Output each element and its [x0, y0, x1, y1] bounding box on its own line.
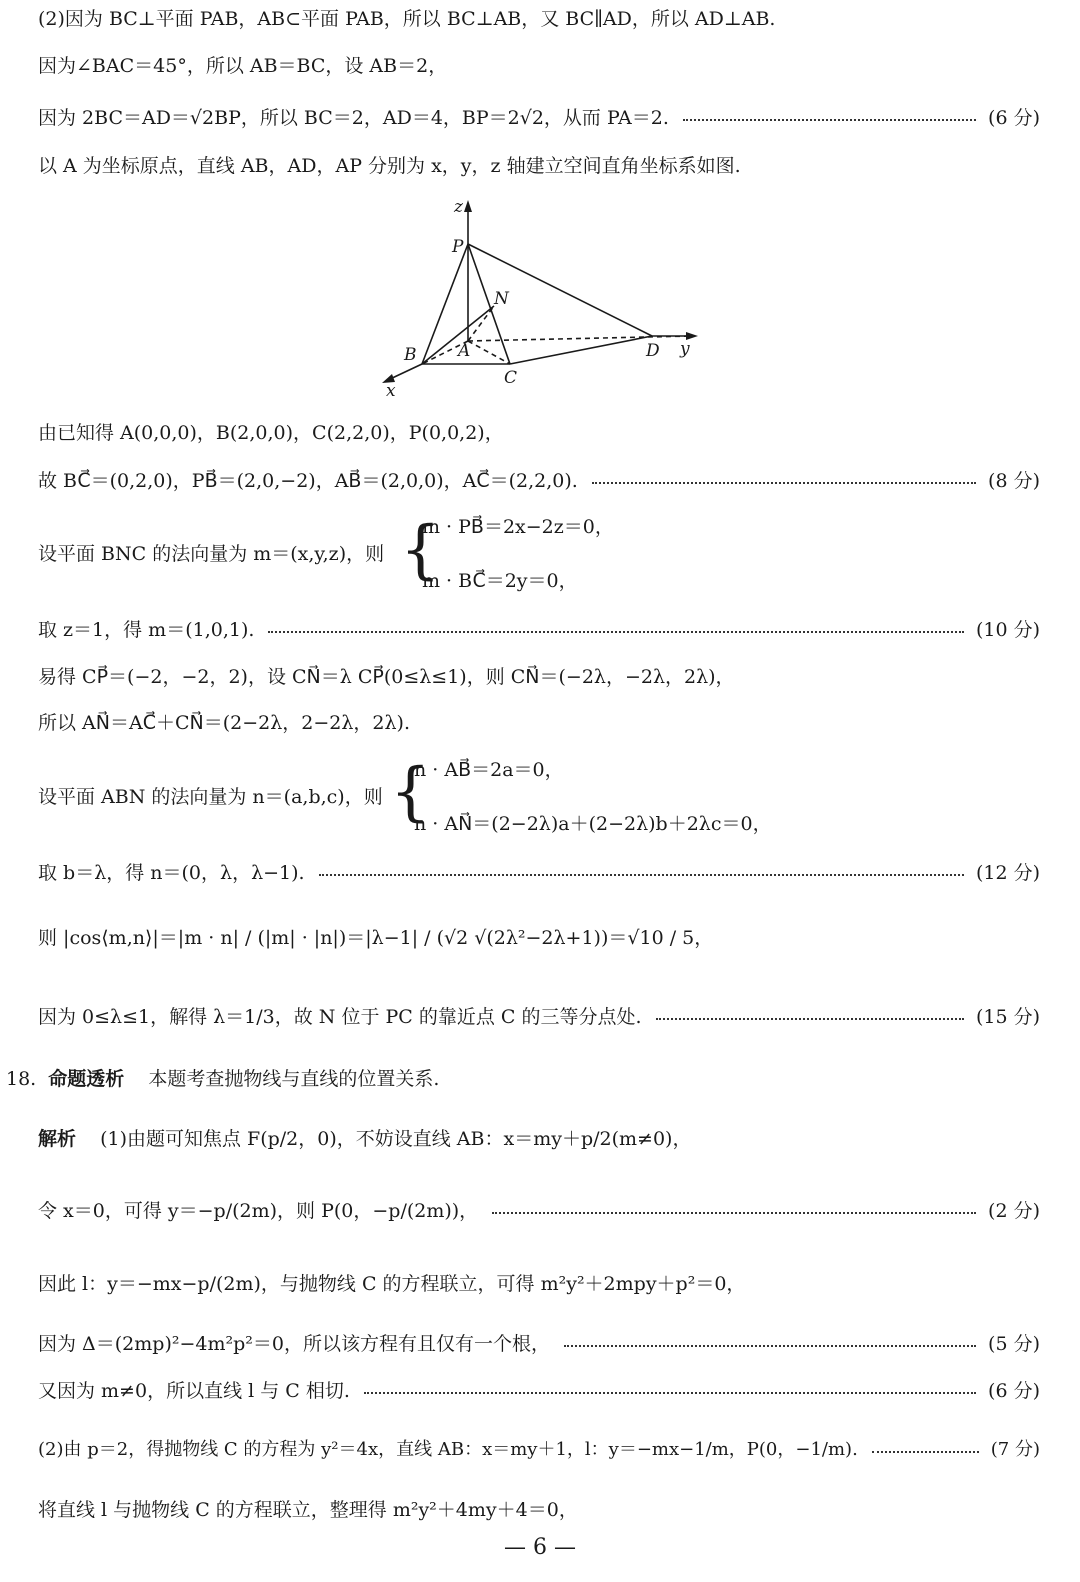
- text-line: 以 A 为坐标原点，直线 AB，AD，AP 分别为 x，y，z 轴建立空间直角坐标系如图.: [38, 155, 741, 177]
- text-line: 设平面 BNC 的法向量为 m＝(x,y,z)，则: [38, 543, 385, 565]
- text-line: 因此 l：y＝−mx−p/(2m)，与抛物线 C 的方程联立，可得 m²y²＋2mpy＋p²＝0，: [38, 1273, 746, 1295]
- text-line-scored: [38, 105, 1040, 131]
- dot-leader: [364, 1392, 976, 1394]
- coordinate-figure: [370, 196, 710, 401]
- label-B: B: [404, 345, 417, 365]
- label-N: N: [494, 289, 509, 309]
- equation-row: m · BC⃗＝2y＝0，: [422, 570, 578, 592]
- question-18-header: [6, 1066, 439, 1092]
- question-number: 18.: [6, 1068, 37, 1090]
- label-z: z: [454, 197, 463, 217]
- question-label: 命题透析: [48, 1068, 125, 1090]
- line-text: 又因为 m≠0，所以直线 l 与 C 相切.: [38, 1380, 350, 1402]
- equation-row: n · AN⃗＝(2−2λ)a＋(2−2λ)b＋2λc＝0，: [414, 813, 772, 835]
- text-line: 将直线 l 与抛物线 C 的方程联立，整理得 m²y²＋4my＋4＝0，: [38, 1499, 578, 1521]
- page-number: — 6 —: [504, 1535, 576, 1560]
- line-text: 因为 0≤λ≤1，解得 λ＝1/3，故 N 位于 PC 的靠近点 C 的三等分点处.: [38, 1006, 642, 1028]
- line-text: (2)由 p＝2，得抛物线 C 的方程为 y²＝4x，直线 AB：x＝my＋1，l：y＝−mx−1/m，P(0，−1/m).: [38, 1439, 858, 1460]
- score: (2 分): [988, 1200, 1040, 1222]
- text-line: 所以 AN⃗＝AC⃗＋CN⃗＝(2−2λ，2−2λ，2λ).: [38, 712, 410, 734]
- equation-row: n · AB⃗＝2a＝0，: [414, 759, 564, 781]
- text-line-scored: [38, 617, 1040, 643]
- dot-leader: [683, 119, 976, 121]
- text-line: (2)因为 BC⊥平面 PAB，AB⊂平面 PAB，所以 BC⊥AB，又 BC∥AD，所以 AD⊥AB.: [38, 8, 776, 30]
- text-line-scored: [38, 1378, 1040, 1404]
- text-line-scored: [38, 468, 1040, 494]
- left-brace: {: [390, 755, 431, 829]
- text-line: [38, 1126, 691, 1152]
- text-line-scored: [38, 1198, 1040, 1224]
- label-D: D: [646, 341, 660, 361]
- text-line-scored: [38, 1437, 1040, 1463]
- dot-leader: [872, 1451, 979, 1453]
- line-text: 令 x＝0，可得 y＝−p/(2m)，则 P(0，−p/(2m))，: [38, 1200, 479, 1222]
- label-P: P: [452, 237, 464, 257]
- score: (12 分): [975, 862, 1040, 884]
- text-line-scored: [38, 860, 1040, 886]
- line-text: 故 BC⃗＝(0,2,0)，PB⃗＝(2,0,−2)，AB⃗＝(2,0,0)，AC⃗＝(2,2,0).: [38, 470, 578, 492]
- line-text: (1)由题可知焦点 F(p/2，0)，不妨设直线 AB：x＝my＋p/2(m≠0)，: [100, 1128, 692, 1150]
- text-line: 易得 CP⃗＝(−2，−2，2)，设 CN⃗＝λ CP⃗(0≤λ≤1)，则 CN⃗＝(−2λ，−2λ，2λ)，: [38, 666, 735, 688]
- score: (8 分): [988, 470, 1040, 492]
- dot-leader: [319, 874, 964, 876]
- line-text: 因为 2BC＝AD＝√2BP，所以 BC＝2，AD＝4，BP＝2√2，从而 PA＝2.: [38, 107, 669, 129]
- text-line: 因为∠BAC＝45°，所以 AB＝BC，设 AB＝2，: [38, 55, 448, 77]
- dot-leader: [564, 1345, 976, 1347]
- score: (10 分): [975, 619, 1040, 641]
- dot-leader: [268, 631, 964, 633]
- line-text: 因为 Δ＝(2mp)²−4m²p²＝0，所以该方程有且仅有一个根，: [38, 1333, 550, 1355]
- question-text: 本题考查抛物线与直线的位置关系.: [148, 1068, 440, 1090]
- text-line: 则 |cos⟨m,n⟩|＝|m · n| / (|m| · |n|)＝|λ−1| / (√2 √(2λ²−2λ+1))＝√10 / 5，: [38, 927, 714, 949]
- line-text: 取 z＝1，得 m＝(1,0,1).: [38, 619, 255, 641]
- left-brace: {: [400, 513, 441, 587]
- score: (6 分): [988, 1380, 1040, 1402]
- dot-leader: [592, 482, 976, 484]
- line-text: 取 b＝λ，得 n＝(0，λ，λ−1).: [38, 862, 305, 884]
- label-C: C: [504, 368, 518, 388]
- equation-row: m · PB⃗＝2x−2z＝0，: [422, 516, 614, 538]
- analysis-label: 解析: [38, 1128, 77, 1150]
- label-A: A: [458, 341, 471, 361]
- text-line-scored: [38, 1331, 1040, 1357]
- score: (5 分): [988, 1333, 1040, 1355]
- score: (15 分): [975, 1006, 1040, 1028]
- label-y: y: [680, 339, 690, 359]
- dot-leader: [656, 1018, 964, 1020]
- text-line: 设平面 ABN 的法向量为 n＝(a,b,c)，则: [38, 786, 383, 808]
- dot-leader: [492, 1212, 976, 1214]
- text-line-scored: [38, 1004, 1040, 1030]
- label-x: x: [386, 381, 396, 401]
- text-line: 由已知得 A(0,0,0)，B(2,0,0)，C(2,2,0)，P(0,0,2)，: [38, 422, 504, 444]
- z-arrow: [464, 200, 472, 212]
- score: (6 分): [988, 107, 1040, 129]
- score: (7 分): [990, 1439, 1040, 1460]
